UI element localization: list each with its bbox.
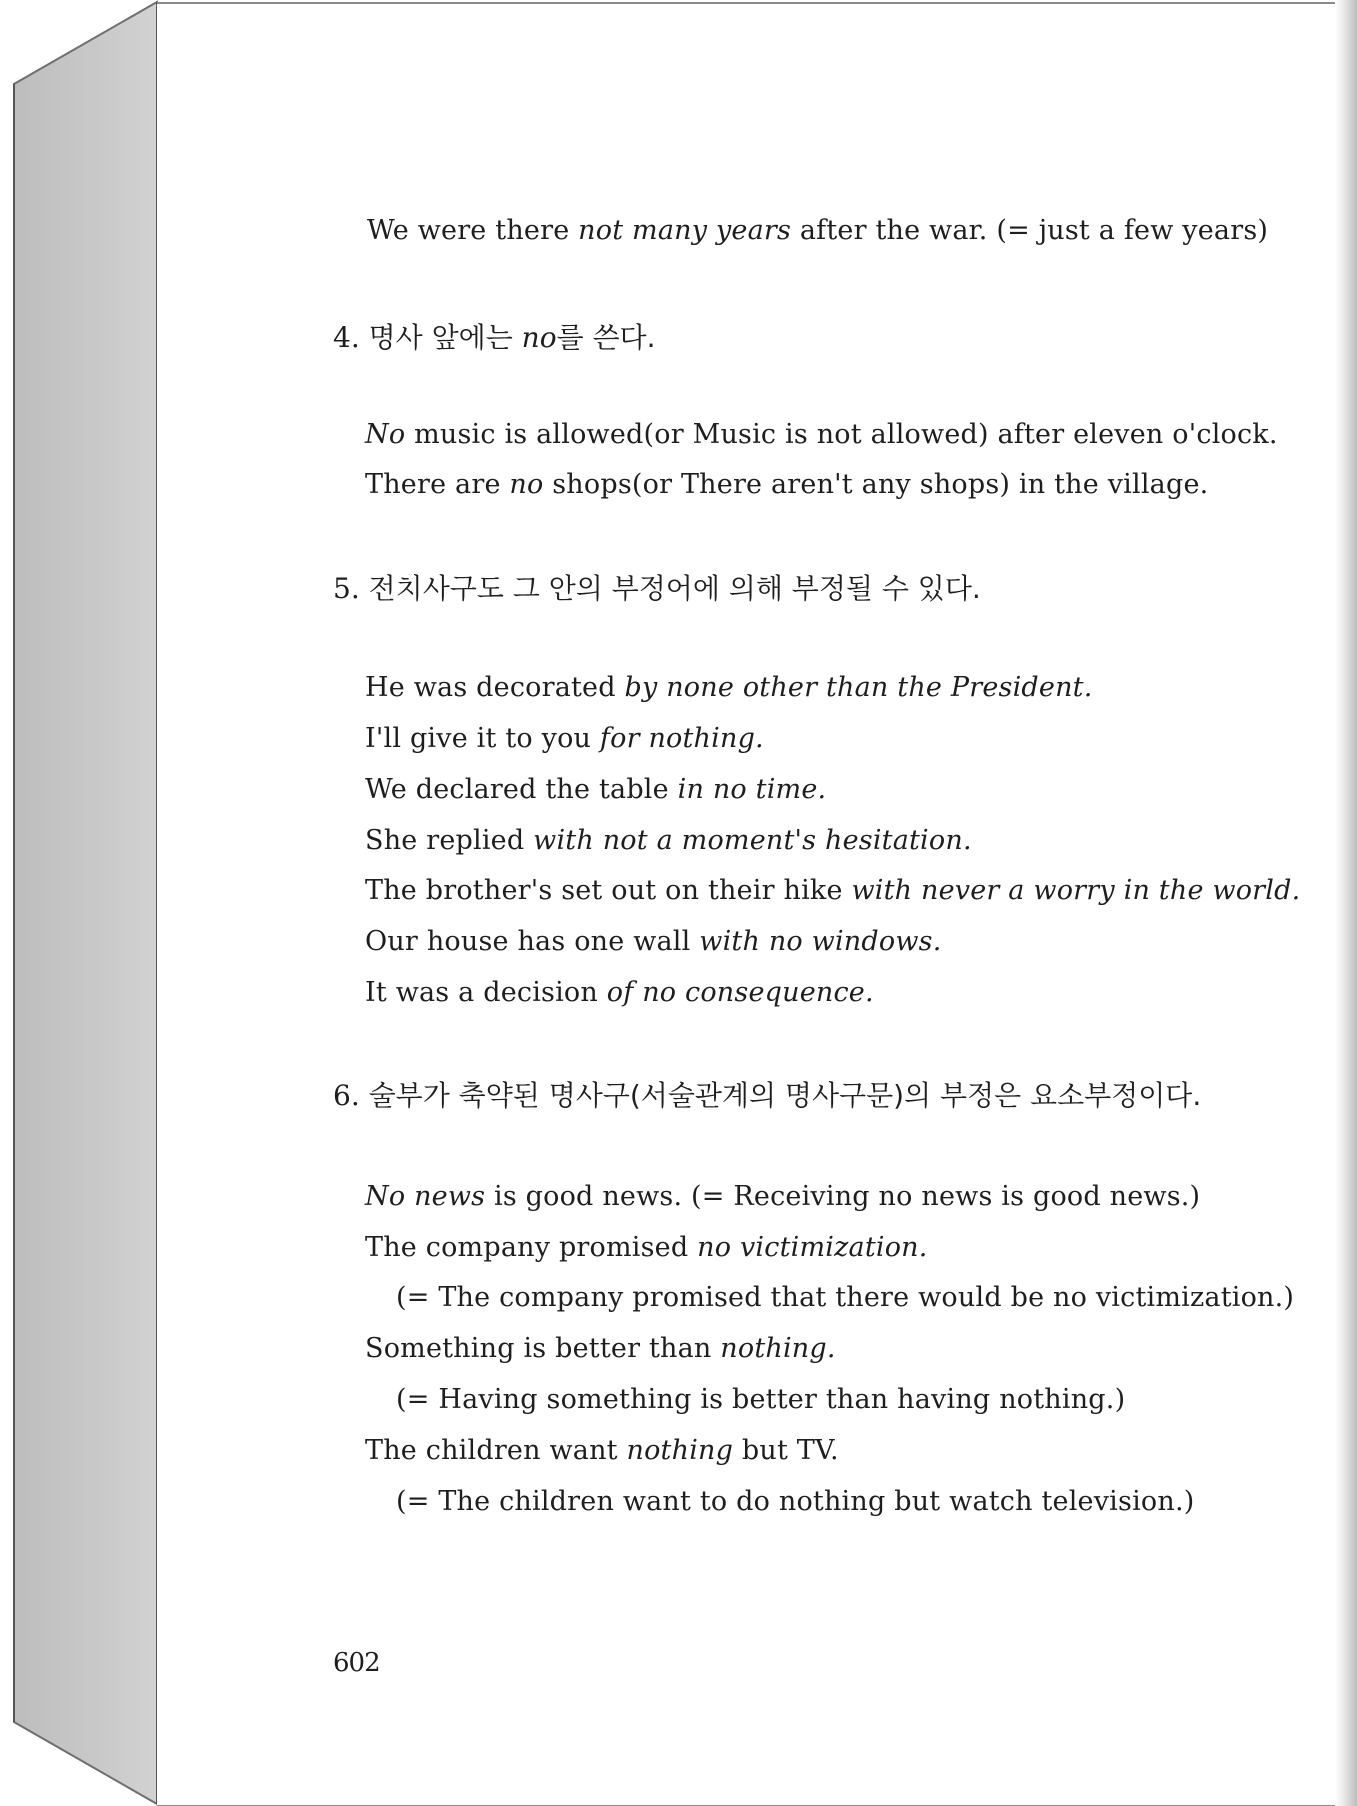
example-line xyxy=(365,1332,836,1366)
section-heading-5 xyxy=(333,571,981,607)
italic-phrase: no victimization. xyxy=(697,1232,928,1263)
text: The brother's set out on their hike xyxy=(365,875,852,906)
italic-phrase: with never a worry in the world. xyxy=(851,875,1301,906)
example-line xyxy=(365,1180,1200,1214)
text: (= The children want to do nothing but watch television.) xyxy=(396,1486,1195,1517)
italic-phrase: not many years xyxy=(578,215,792,246)
italic-phrase: for nothing. xyxy=(599,723,764,754)
italic-phrase: of no consequence. xyxy=(606,977,874,1008)
italic-phrase: in no time. xyxy=(677,774,827,805)
intro-example-line xyxy=(367,214,1268,248)
italic-phrase: no xyxy=(509,469,544,500)
example-line xyxy=(365,1434,839,1468)
italic-phrase: nothing xyxy=(626,1435,734,1466)
text: We were there xyxy=(367,215,579,246)
italic-phrase: nothing. xyxy=(720,1333,836,1364)
text: (= The company promised that there would be no victimization.) xyxy=(396,1282,1295,1313)
section-number: 5. xyxy=(333,572,360,605)
text: She replied xyxy=(365,825,534,856)
section-heading-6 xyxy=(333,1078,1201,1114)
text: We declared the table xyxy=(365,774,678,805)
section-number: 6. xyxy=(333,1079,360,1112)
text: music is allowed(or Music is not allowed) after eleven o'clock. xyxy=(405,419,1278,450)
text: but TV. xyxy=(733,1435,839,1466)
page-number: 602 xyxy=(333,1648,380,1678)
italic-phrase: No news xyxy=(365,1181,486,1212)
example-line xyxy=(365,722,764,756)
text: Something is better than xyxy=(365,1333,721,1364)
example-line xyxy=(365,874,1300,908)
section-number: 4. xyxy=(333,321,360,354)
example-line xyxy=(365,824,972,858)
text: The company promised xyxy=(365,1232,698,1263)
text: (= Having something is better than having nothing.) xyxy=(396,1384,1126,1415)
page-edge-shadow xyxy=(1335,0,1357,1806)
heading-italic: no xyxy=(521,321,557,354)
example-line xyxy=(365,1231,928,1265)
text: is good news. (= Receiving no news is good news.) xyxy=(485,1181,1201,1212)
example-line xyxy=(365,468,1208,502)
example-line xyxy=(365,925,941,959)
example-line xyxy=(365,671,1093,705)
book-spine xyxy=(0,0,170,1806)
text: shops(or There aren't any shops) in the village. xyxy=(543,469,1209,500)
text: It was a decision xyxy=(365,977,607,1008)
text: Our house has one wall xyxy=(365,926,700,957)
italic-phrase: with not a moment's hesitation. xyxy=(533,825,972,856)
text: There are xyxy=(365,469,510,500)
text: He was decorated xyxy=(365,672,625,703)
heading-text: 를 쓴다. xyxy=(556,321,656,354)
example-line xyxy=(365,976,874,1010)
heading-text: 명사 앞에는 xyxy=(368,321,522,354)
italic-phrase: with no windows. xyxy=(699,926,942,957)
text: The children want xyxy=(365,1435,627,1466)
section-heading-4 xyxy=(333,320,656,356)
italic-phrase: No xyxy=(365,419,406,450)
example-line xyxy=(365,773,826,807)
italic-phrase: by none other than the President. xyxy=(624,672,1093,703)
paraphrase-line xyxy=(396,1281,1294,1315)
text: I'll give it to you xyxy=(365,723,600,754)
text: after the war. (= just a few years) xyxy=(791,215,1269,246)
example-line xyxy=(365,418,1278,452)
heading-text: 전치사구도 그 안의 부정어에 의해 부정될 수 있다. xyxy=(368,572,981,605)
paraphrase-line xyxy=(396,1383,1125,1417)
paraphrase-line xyxy=(396,1485,1194,1519)
heading-text: 술부가 축약된 명사구(서술관계의 명사구문)의 부정은 요소부정이다. xyxy=(368,1079,1202,1112)
